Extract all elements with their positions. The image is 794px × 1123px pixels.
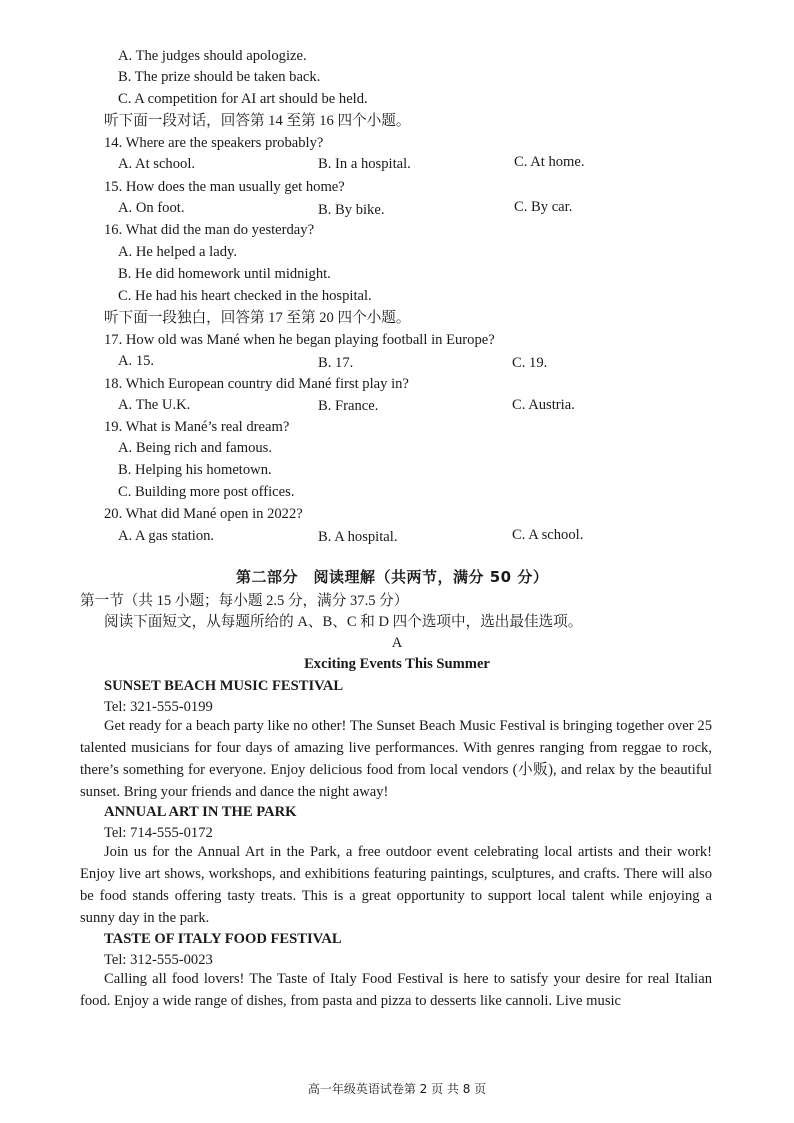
q14-stem: 14. Where are the speakers probably? [104,135,324,151]
q20-option-a: A. A gas station. [118,528,215,544]
q14-option-a: A. At school. [118,156,196,172]
q14-option-b: B. In a hospital. [318,156,411,172]
part2-title: 第二部分 阅读理解（共两节，满分 50 分） [236,568,549,586]
q16-option-b: B. He did homework until midnight. [118,266,331,282]
q13-option-a: A. The judges should apologize. [118,48,307,64]
instruction-14-16: 听下面一段对话，回答第 14 至第 16 四个小题。 [104,113,411,129]
q19-option-c: C. Building more post offices. [118,484,295,500]
event1-body: Get ready for a beach party like no other! The Sunset Beach Music Festival is bringing together over 25 talented musicians for four days of amazing live performances. With genres ranging from reggae to rock, there’s something for everyone. Enjoy delicious food from local vendors (小贩), and relax by the beautiful sunset. Bring your friends and dance the night away! [80,718,712,800]
q18-stem: 18. Which European country did Mané first play in? [104,376,409,392]
event1-name: SUNSET BEACH MUSIC FESTIVAL [104,678,344,694]
q18-option-b: B. France. [318,398,379,414]
q16-stem: 16. What did the man do yesterday? [104,222,315,238]
event2-body: Join us for the Annual Art in the Park, a free outdoor event celebrating local artists and their work! Enjoy live art shows, workshops, and exhibitions featuring paintings, sculptures, and crafts. There will also be food stands offering tasty treats. This is a great opportunity to support local talent while enjoying a sunny day in the park. [80,844,712,926]
q17-stem: 17. How old was Mané when he began playing football in Europe? [104,332,495,348]
event2-tel: Tel: 714-555-0172 [104,825,213,841]
q19-stem: 19. What is Mané’s real dream? [104,419,290,435]
q14-option-c: C. At home. [514,154,585,170]
q17-option-c: C. 19. [512,355,548,371]
q15-option-b: B. By bike. [318,202,385,218]
instruction-17-20: 听下面一段独白，回答第 17 至第 20 四个小题。 [104,310,411,326]
passage-letter: A [391,635,403,651]
q13-option-b: B. The prize should be taken back. [118,69,321,85]
q19-option-b: B. Helping his hometown. [118,462,272,478]
q15-stem: 15. How does the man usually get home? [104,179,345,195]
event3-body: Calling all food lovers! The Taste of Italy Food Festival is here to satisfy your desire for real Italian food. Enjoy a wide range of dishes, from pasta and pizza to desserts like cannoli. Live music [80,971,712,1009]
passage-title: Exciting Events This Summer [304,656,490,672]
page-footer: 高一年级英语试卷第 2 页 共 8 页 [307,1082,487,1096]
section1-heading: 第一节（共 15 小题；每小题 2.5 分，满分 37.5 分） [80,593,409,609]
q17-option-a: A. 15. [118,353,155,369]
q18-option-a: A. The U.K. [118,397,191,413]
reading-instruction: 阅读下面短文，从每题所给的 A、B、C 和 D 四个选项中，选出最佳选项。 [104,614,583,630]
q17-option-b: B. 17. [318,355,354,371]
q20-option-b: B. A hospital. [318,529,398,545]
q13-option-c: C. A competition for AI art should be held. [118,91,368,107]
q16-option-a: A. He helped a lady. [118,244,238,260]
event1-tel: Tel: 321-555-0199 [104,699,213,715]
event3-tel: Tel: 312-555-0023 [104,952,213,968]
q15-option-c: C. By car. [514,199,573,215]
q18-option-c: C. Austria. [512,397,575,413]
event2-name: ANNUAL ART IN THE PARK [104,804,297,820]
q20-stem: 20. What did Mané open in 2022? [104,506,303,522]
q15-option-a: A. On foot. [118,200,185,216]
q16-option-c: C. He had his heart checked in the hospital. [118,288,372,304]
event3-name: TASTE OF ITALY FOOD FESTIVAL [104,931,342,947]
q20-option-c: C. A school. [512,527,584,543]
q19-option-a: A. Being rich and famous. [118,440,273,456]
